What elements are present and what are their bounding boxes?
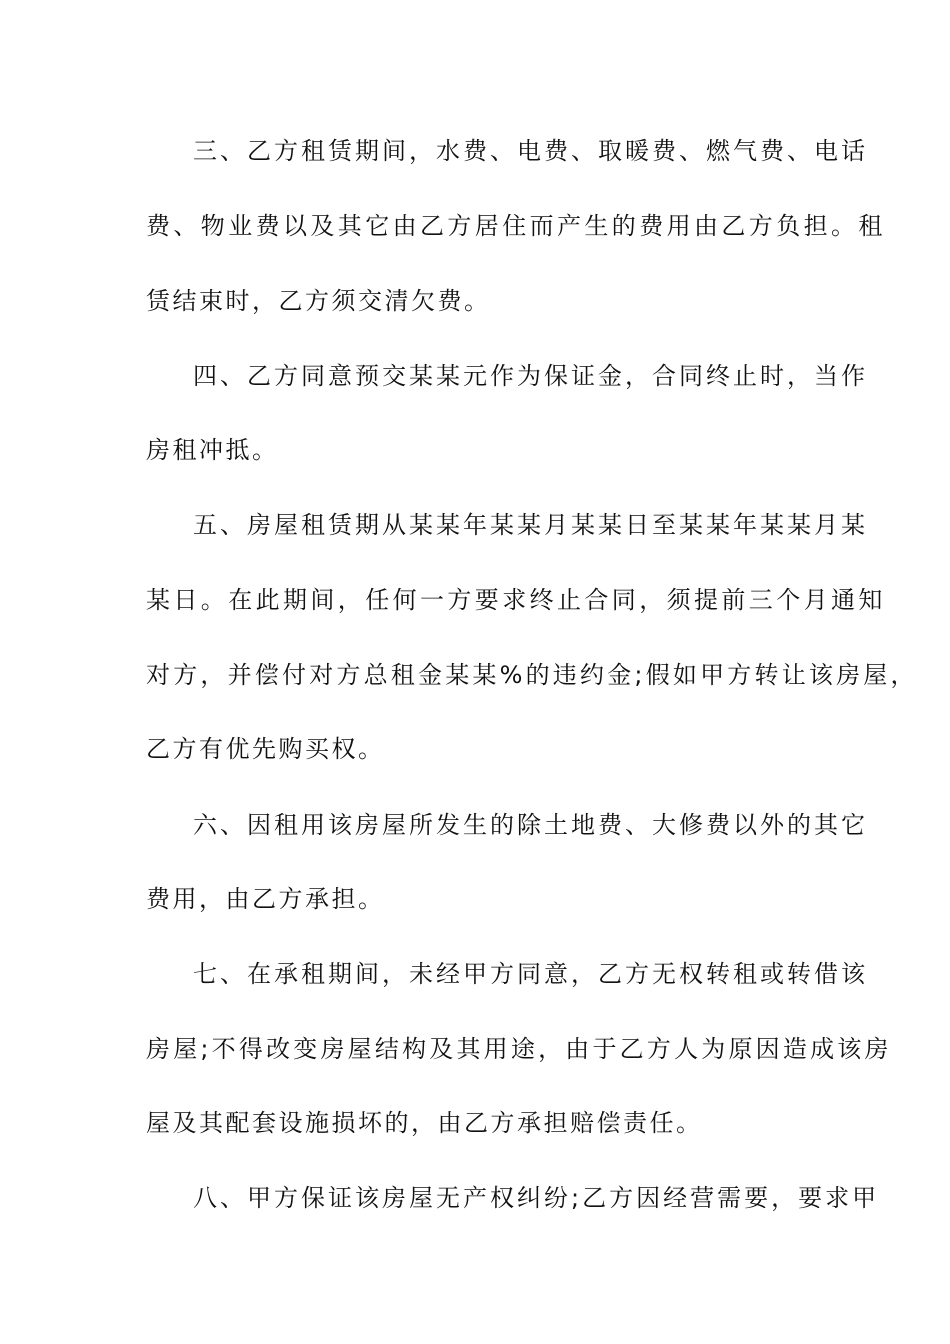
text-line [0,131,950,171]
text-line [0,729,950,769]
line-text: 六、因租用该房屋所发生的除土地费、大修费以外的其它 [193,811,868,839]
line-text: 费用，由乙方承担。 [146,885,385,913]
text-line [0,430,950,470]
line-text: 屋及其配套设施损坏的，由乙方承担赔偿责任。 [146,1109,703,1137]
text-line [0,655,950,695]
line-text: 对方，并偿付对方总租金某某%的违约金;假如甲方转让该房屋， [146,661,918,689]
text-line [0,580,950,620]
line-text: 三、乙方租赁期间，水费、电费、取暖费、燃气费、电话 [193,137,868,165]
text-line [0,505,950,545]
text-line [0,1029,950,1069]
line-text: 房屋;不得改变房屋结构及其用途，由于乙方人为原因造成该房 [146,1035,892,1063]
line-text: 费、物业费以及其它由乙方居住而产生的费用由乙方负担。租 [146,212,886,240]
line-text: 四、乙方同意预交某某元作为保证金，合同终止时，当作 [193,362,868,390]
line-text: 某日。在此期间，任何一方要求终止合同，须提前三个月通知 [146,586,886,614]
line-text: 乙方有优先购买权。 [146,735,385,763]
line-text: 房租冲抵。 [146,436,279,464]
text-line [0,356,950,396]
text-line [0,805,950,845]
text-line [0,1103,950,1143]
text-line [0,879,950,919]
line-text: 七、在承租期间，未经甲方同意，乙方无权转租或转借该 [193,960,868,988]
line-text: 八、甲方保证该房屋无产权纠纷;乙方因经营需要，要求甲 [193,1184,880,1212]
text-line [0,206,950,246]
line-text: 五、房屋租赁期从某某年某某月某某日至某某年某某月某 [193,511,868,539]
line-text: 赁结束时，乙方须交清欠费。 [146,287,491,315]
text-line [0,1178,950,1218]
text-line [0,281,950,321]
text-line [0,954,950,994]
